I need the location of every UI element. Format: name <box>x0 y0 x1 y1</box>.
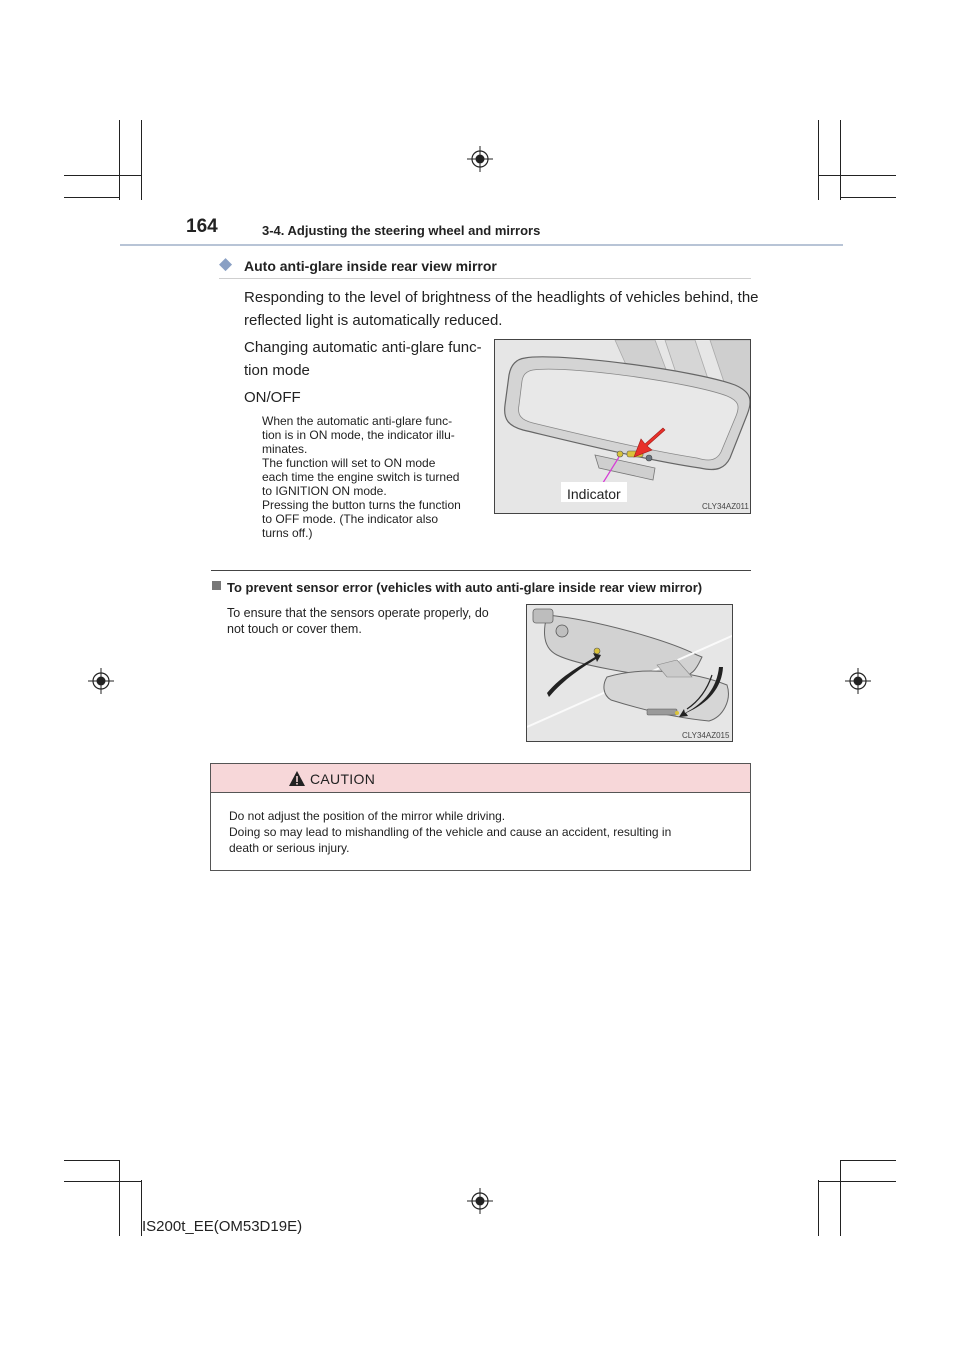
note-line: each time the engine switch is turned <box>262 470 460 484</box>
page-number: 164 <box>186 216 218 237</box>
caution-line-3: death or serious injury. <box>229 841 350 855</box>
indicator-callout: Indicator <box>567 486 621 502</box>
note-line: tion is in ON mode, the indicator illu- <box>262 428 455 442</box>
caution-line-1: Do not adjust the position of the mirror while driving. <box>229 809 506 823</box>
sensor-illustration <box>527 605 733 742</box>
subsection-rule <box>219 278 751 279</box>
section-title: 3-4. Adjusting the steering wheel and mirrors <box>262 223 541 238</box>
mirror-indicator-figure <box>494 339 751 514</box>
figure-code: CLY34AZ015 <box>682 731 730 740</box>
note-line: turns off.) <box>262 526 313 540</box>
registration-mark-icon <box>467 146 493 172</box>
square-bullet-icon <box>212 581 221 590</box>
mode-value: ON/OFF <box>244 389 301 406</box>
note-line: to OFF mode. (The indicator also <box>262 512 439 526</box>
caution-box <box>210 763 751 871</box>
registration-mark-icon <box>845 668 871 694</box>
registration-mark-icon <box>88 668 114 694</box>
caution-label: CAUTION <box>310 771 376 787</box>
warning-triangle-icon <box>288 770 306 787</box>
sensor-text-line-1: To ensure that the sensors operate properly, do <box>227 606 489 620</box>
note-line: to IGNITION ON mode. <box>262 484 387 498</box>
note-line: Pressing the button turns the function <box>262 498 461 512</box>
registration-mark-icon <box>467 1188 493 1214</box>
sensor-figure <box>526 604 733 742</box>
diamond-bullet-icon: ◆ <box>219 254 233 273</box>
subsection-title: Auto anti-glare inside rear view mirror <box>244 258 497 274</box>
section-rule <box>211 570 751 571</box>
mode-note <box>262 414 481 540</box>
figure-code: CLY34AZ011 <box>702 502 749 511</box>
intro-line-2: reflected light is automatically reduced. <box>244 312 503 329</box>
caution-line-2: Doing so may lead to mishandling of the vehicle and cause an accident, resulting in <box>229 825 672 839</box>
caution-text <box>229 808 740 856</box>
note-line: The function will set to ON mode <box>262 456 436 470</box>
mirror-illustration <box>495 340 751 514</box>
mode-line-1: Changing automatic anti-glare func- <box>244 339 482 356</box>
sensor-section-title: To prevent sensor error (vehicles with auto anti-glare inside rear view mirror) <box>227 580 703 595</box>
header-rule <box>120 244 843 246</box>
note-line: When the automatic anti-glare func- <box>262 414 453 428</box>
mode-line-2: tion mode <box>244 362 310 379</box>
caution-header <box>211 764 750 793</box>
sensor-text-line-2: not touch or cover them. <box>227 622 362 636</box>
intro-line-1: Responding to the level of brightness of the headlights of vehicles behind, the <box>244 289 759 306</box>
footer-doc-code: IS200t_EE(OM53D19E) <box>142 1218 303 1235</box>
note-line: minates. <box>262 442 308 456</box>
